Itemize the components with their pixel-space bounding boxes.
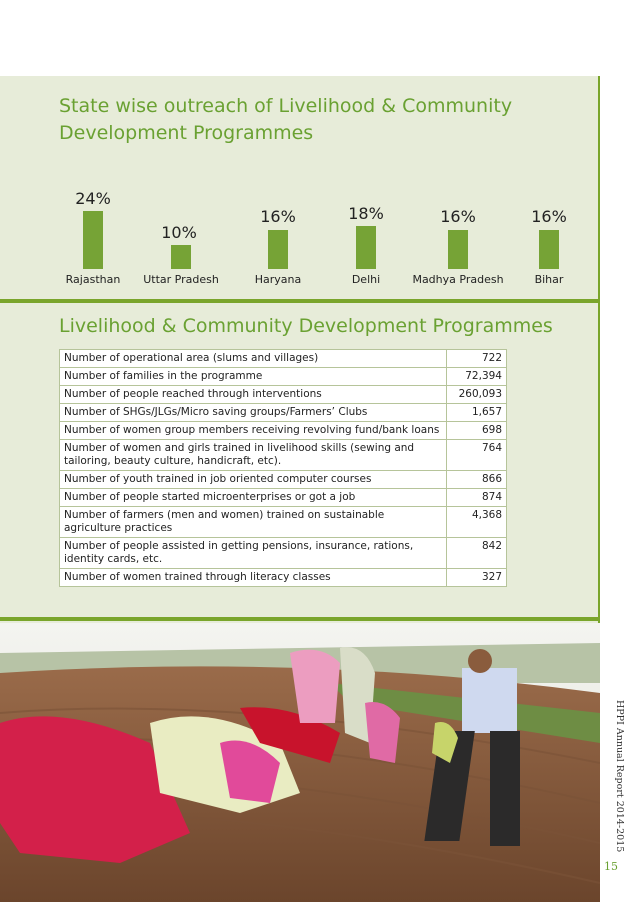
- table-row: [60, 404, 507, 422]
- table-row: [60, 569, 507, 587]
- programmes-title: Livelihood & Community Development Programmes: [59, 315, 553, 337]
- table-row: [60, 507, 507, 538]
- chart-data-label: 24%: [75, 189, 111, 208]
- row-label: Number of people started microenterprises or got a job: [60, 489, 447, 507]
- row-value: 4,368: [447, 507, 507, 538]
- row-value: 1,657: [447, 404, 507, 422]
- chart-tick-label: Madhya Pradesh: [412, 273, 504, 286]
- row-label: Number of farmers (men and women) trained on sustainable agriculture practices: [60, 507, 447, 538]
- row-value: 764: [447, 440, 507, 471]
- row-label: Number of women trained through literacy classes: [60, 569, 447, 587]
- chart-tick-label: Delhi: [351, 273, 381, 286]
- table-row: [60, 471, 507, 489]
- row-label: Number of operational area (slums and villages): [60, 350, 447, 368]
- chart-data-label: 10%: [161, 222, 197, 242]
- chart-data-label: 16%: [531, 207, 567, 227]
- chart-data-label: 18%: [348, 203, 384, 223]
- divider-top: [0, 299, 598, 303]
- chart-tick-label: Uttar Pradesh: [143, 273, 219, 286]
- chart-tick-label: Haryana: [254, 273, 302, 286]
- row-label: Number of women group members receiving revolving fund/bank loans: [60, 422, 447, 440]
- row-value: 842: [447, 538, 507, 569]
- outreach-bar-chart: [0, 180, 598, 292]
- report-title: HPPI Annual Report 2014-2015: [614, 700, 625, 853]
- row-label: Number of families in the programme: [60, 368, 447, 386]
- chart-bar-delhi: [356, 226, 376, 270]
- table-row: [60, 538, 507, 569]
- divider-bottom: [0, 617, 598, 621]
- row-value: 327: [447, 569, 507, 587]
- programmes-table: [59, 349, 507, 587]
- chart-data-label: 16%: [440, 207, 476, 227]
- chart-bar-rajasthan: [83, 211, 103, 269]
- row-label: Number of people reached through interventions: [60, 386, 447, 404]
- chart-bar-haryana: [268, 230, 288, 269]
- report-title-vertical: [603, 700, 633, 860]
- field-photo: [0, 623, 600, 902]
- chart-bar-uttar-pradesh: [171, 245, 191, 269]
- chart-data-label: 16%: [260, 207, 296, 227]
- page-number: 15: [604, 860, 618, 873]
- row-label: Number of SHGs/JLGs/Micro saving groups/Farmers’ Clubs: [60, 404, 447, 422]
- chart-tick-label: Rajasthan: [65, 273, 121, 286]
- row-label: Number of women and girls trained in livelihood skills (sewing and tailoring, beauty culture, handicraft, etc).: [60, 440, 447, 471]
- table-row: [60, 386, 507, 404]
- row-value: 260,093: [447, 386, 507, 404]
- farm-workers-image: [0, 623, 600, 902]
- row-value: 72,394: [447, 368, 507, 386]
- chart-tick-label: Bihar: [534, 273, 564, 286]
- table-row: [60, 422, 507, 440]
- table-row: [60, 440, 507, 471]
- outreach-title-line1: State wise outreach of Livelihood & Community: [59, 95, 513, 117]
- row-value: 874: [447, 489, 507, 507]
- row-value: 698: [447, 422, 507, 440]
- chart-bar-madhya-pradesh: [448, 230, 468, 269]
- row-value: 866: [447, 471, 507, 489]
- row-label: Number of youth trained in job oriented computer courses: [60, 471, 447, 489]
- row-label: Number of people assisted in getting pensions, insurance, rations, identity cards, etc.: [60, 538, 447, 569]
- row-value: 722: [447, 350, 507, 368]
- table-row: [60, 489, 507, 507]
- outreach-title: [59, 93, 539, 147]
- outreach-title-line2: Development Programmes: [59, 122, 314, 144]
- chart-bar-bihar: [539, 230, 559, 269]
- table-row: [60, 368, 507, 386]
- table-row: [60, 350, 507, 368]
